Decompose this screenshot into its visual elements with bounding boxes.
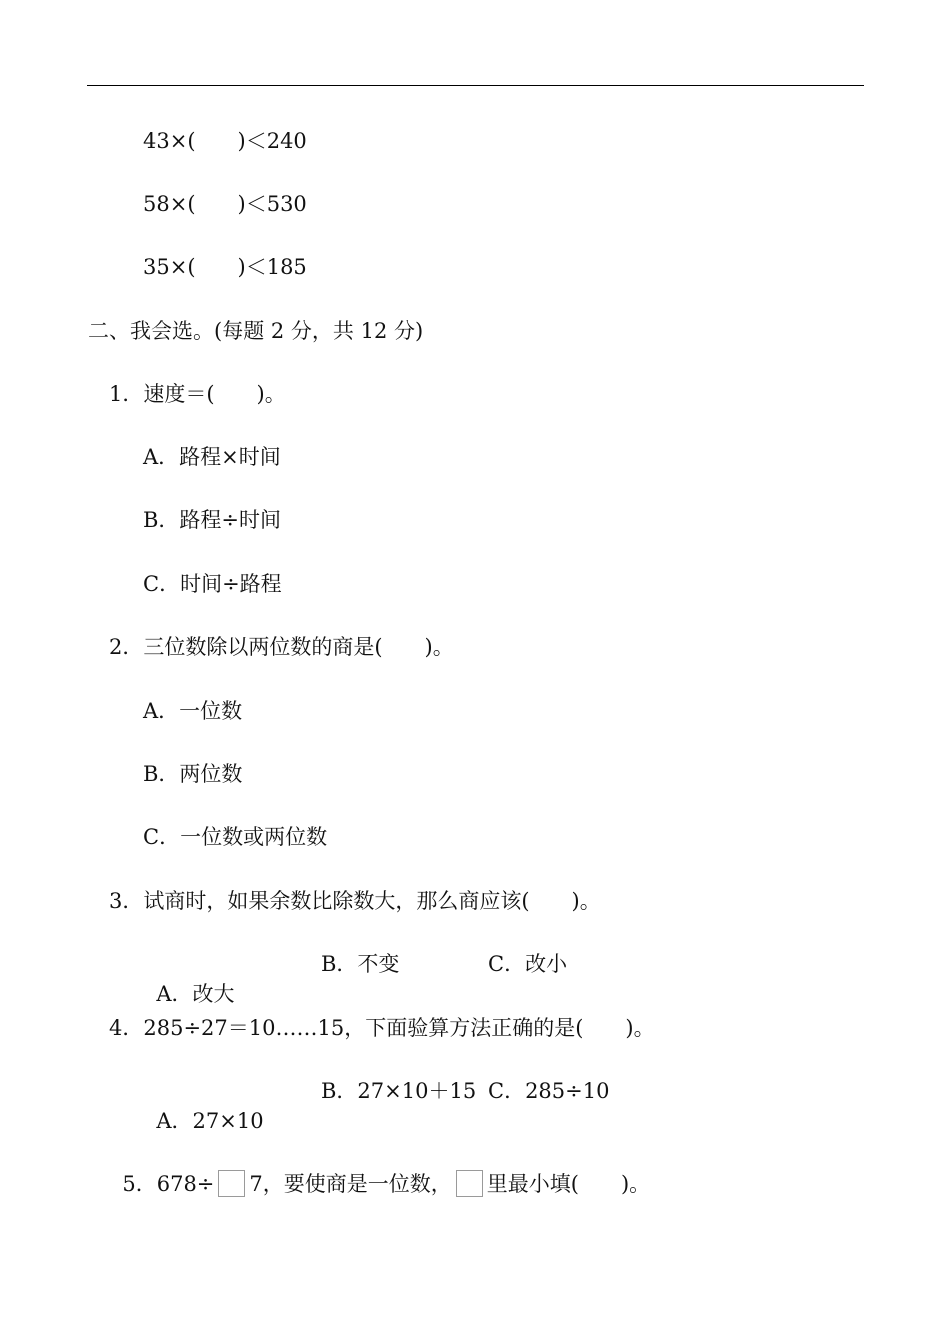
question-2-option-b: B．两位数 xyxy=(143,762,243,786)
question-5-text-1: 5．678÷ xyxy=(122,1172,215,1196)
question-5-text-2: 7，要使商是一位数， xyxy=(249,1172,452,1196)
question-3-option-c: C．改小 xyxy=(488,952,568,976)
question-2-stem: 2．三位数除以两位数的商是( )。 xyxy=(109,635,454,659)
question-1-option-a: A．路程×时间 xyxy=(143,445,281,469)
question-5-stem xyxy=(109,1139,651,1196)
inequality-1: 43×( )＜240 xyxy=(143,129,307,153)
question-1-option-c: C．时间÷路程 xyxy=(143,572,282,596)
question-4-option-b: B．27×10＋15 xyxy=(321,1079,477,1103)
question-4-stem: 4．285÷27＝10……15，下面验算方法正确的是( )。 xyxy=(109,1016,655,1040)
question-2-option-a: A．一位数 xyxy=(143,699,243,723)
inequality-2: 58×( )＜530 xyxy=(143,192,307,216)
question-4-options xyxy=(143,1076,643,1133)
question-2-option-c: C．一位数或两位数 xyxy=(143,825,328,849)
question-3-option-b: B．不变 xyxy=(321,952,400,976)
blank-box-1 xyxy=(218,1170,245,1197)
question-5-text-3: 里最小填( )。 xyxy=(486,1172,651,1196)
question-1-stem: 1．速度＝( )。 xyxy=(109,382,286,406)
question-4-option-a: A．27×10 xyxy=(156,1109,264,1133)
question-3-options xyxy=(143,949,643,1006)
inequality-3: 35×( )＜185 xyxy=(143,255,307,279)
question-3-stem: 3．试商时，如果余数比除数大，那么商应该( )。 xyxy=(109,889,601,913)
blank-box-2 xyxy=(456,1170,483,1197)
question-4-option-c: C．285÷10 xyxy=(488,1079,610,1103)
section-heading: 二、我会选。(每题 2 分，共 12 分) xyxy=(88,319,424,343)
question-3-option-a: A．改大 xyxy=(156,982,235,1006)
question-1-option-b: B．路程÷时间 xyxy=(143,508,282,532)
top-rule xyxy=(87,85,864,86)
